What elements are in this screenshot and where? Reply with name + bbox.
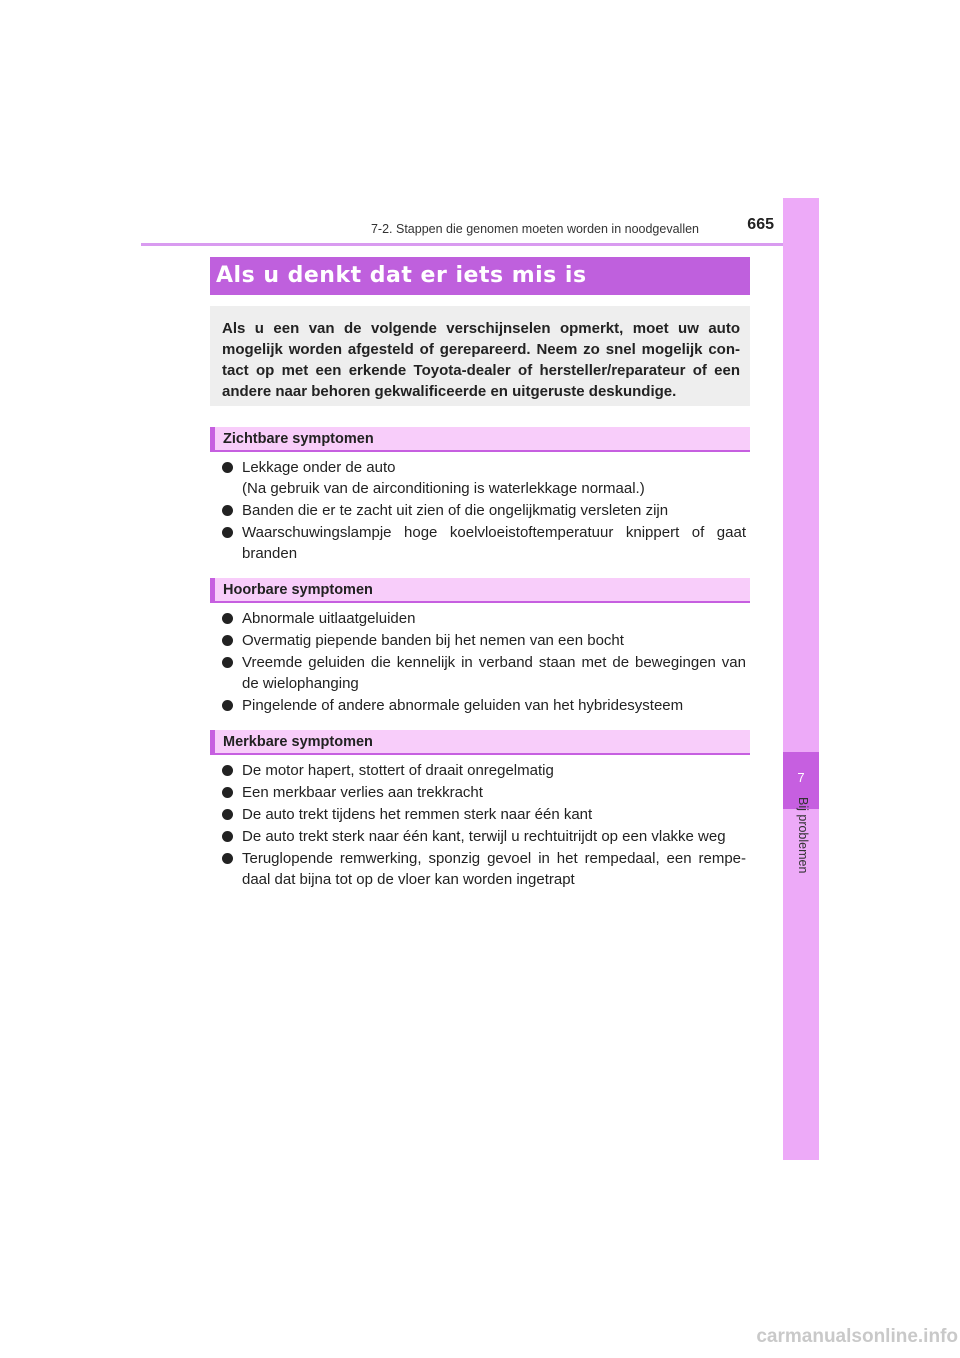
page-number: 665	[747, 216, 774, 233]
bullet-icon	[222, 527, 233, 538]
list-item	[222, 848, 746, 890]
list-item-text: Een merkbaar verlies aan trekkracht	[242, 784, 483, 801]
side-tab-chapter-number: 7	[797, 770, 805, 785]
intro-box: Als u een van de volgende verschijnselen opmerkt, moet uw auto mogelijk worden afgesteld of gerepareerd. Neem zo snel mogelijk con-tact op met een erkende Toyota-dealer of hersteller/reparateur of een andere naar behoren gekwalificeerde en uitgeruste deskundige.	[210, 306, 750, 406]
list-item-text: De auto trekt sterk naar één kant, terwijl u rechtuitrijdt op een vlakke weg	[242, 828, 726, 845]
section-heading-text: Merkbare symptomen	[223, 734, 373, 750]
bullet-icon	[222, 505, 233, 516]
list-item-text: De auto trekt tijdens het remmen sterk naar één kant	[242, 806, 593, 823]
list-item	[222, 608, 746, 629]
list-item	[222, 522, 746, 564]
bullet-icon	[222, 853, 233, 864]
list-item	[222, 695, 746, 716]
list-item	[222, 760, 746, 781]
list-item-text: Banden die er te zacht uit zien of die ongelijkmatig versleten zijn	[242, 502, 669, 519]
list-item-text: Vreemde geluiden die kennelijk in verband staan met de bewegingen van de wielophanging	[242, 654, 746, 692]
list-item	[222, 500, 746, 521]
bullet-icon	[222, 700, 233, 711]
list-item-text: Waarschuwingslampje hoge koelvloeistoftemperatuur knippert of gaat branden	[242, 524, 746, 562]
bullet-icon	[222, 765, 233, 776]
section-list-audible	[222, 608, 746, 717]
section-heading-audible	[210, 578, 750, 603]
list-item-text: Teruglopende remwerking, sponzig gevoel in het rempedaal, een rempe-daal dat bijna tot op de vloer kan worden ingetrapt	[242, 850, 746, 888]
list-item	[222, 630, 746, 651]
bullet-icon	[222, 462, 233, 473]
section-heading-visible	[210, 427, 750, 452]
section-heading-noticeable	[210, 730, 750, 755]
list-item	[222, 457, 746, 499]
section-heading-text: Zichtbare symptomen	[223, 431, 374, 447]
side-tab	[783, 198, 819, 1160]
bullet-icon	[222, 635, 233, 646]
list-item-text: Abnormale uitlaatgeluiden	[242, 610, 416, 627]
list-item-text: De motor hapert, stottert of draait onregelmatig	[242, 762, 554, 779]
list-item-text: Pingelende of andere abnormale geluiden van het hybridesysteem	[242, 697, 684, 714]
list-item-text: Lekkage onder de auto	[242, 459, 396, 476]
watermark: carmanualsonline.info	[756, 1326, 958, 1347]
list-item	[222, 804, 746, 825]
bullet-icon	[222, 787, 233, 798]
bullet-icon	[222, 809, 233, 820]
list-item	[222, 826, 746, 847]
section-heading-text: Hoorbare symptomen	[223, 582, 373, 598]
list-item-text: Overmatig piepende banden bij het nemen van een bocht	[242, 632, 624, 649]
header-section-title: 7-2. Stappen die genomen moeten worden in noodgevallen	[370, 222, 699, 236]
page-title: Als u denkt dat er iets mis is	[210, 257, 750, 295]
list-item	[222, 652, 746, 694]
list-item	[222, 782, 746, 803]
bullet-icon	[222, 657, 233, 668]
section-list-visible	[222, 457, 746, 565]
section-list-noticeable	[222, 760, 746, 891]
bullet-icon	[222, 831, 233, 842]
bullet-icon	[222, 613, 233, 624]
header-divider	[141, 243, 819, 246]
side-tab-label	[777, 797, 823, 972]
list-item-subtext: (Na gebruik van de airconditioning is waterlekkage normaal.)	[242, 480, 645, 497]
side-tab-label-text: Bij problemen	[796, 797, 810, 874]
